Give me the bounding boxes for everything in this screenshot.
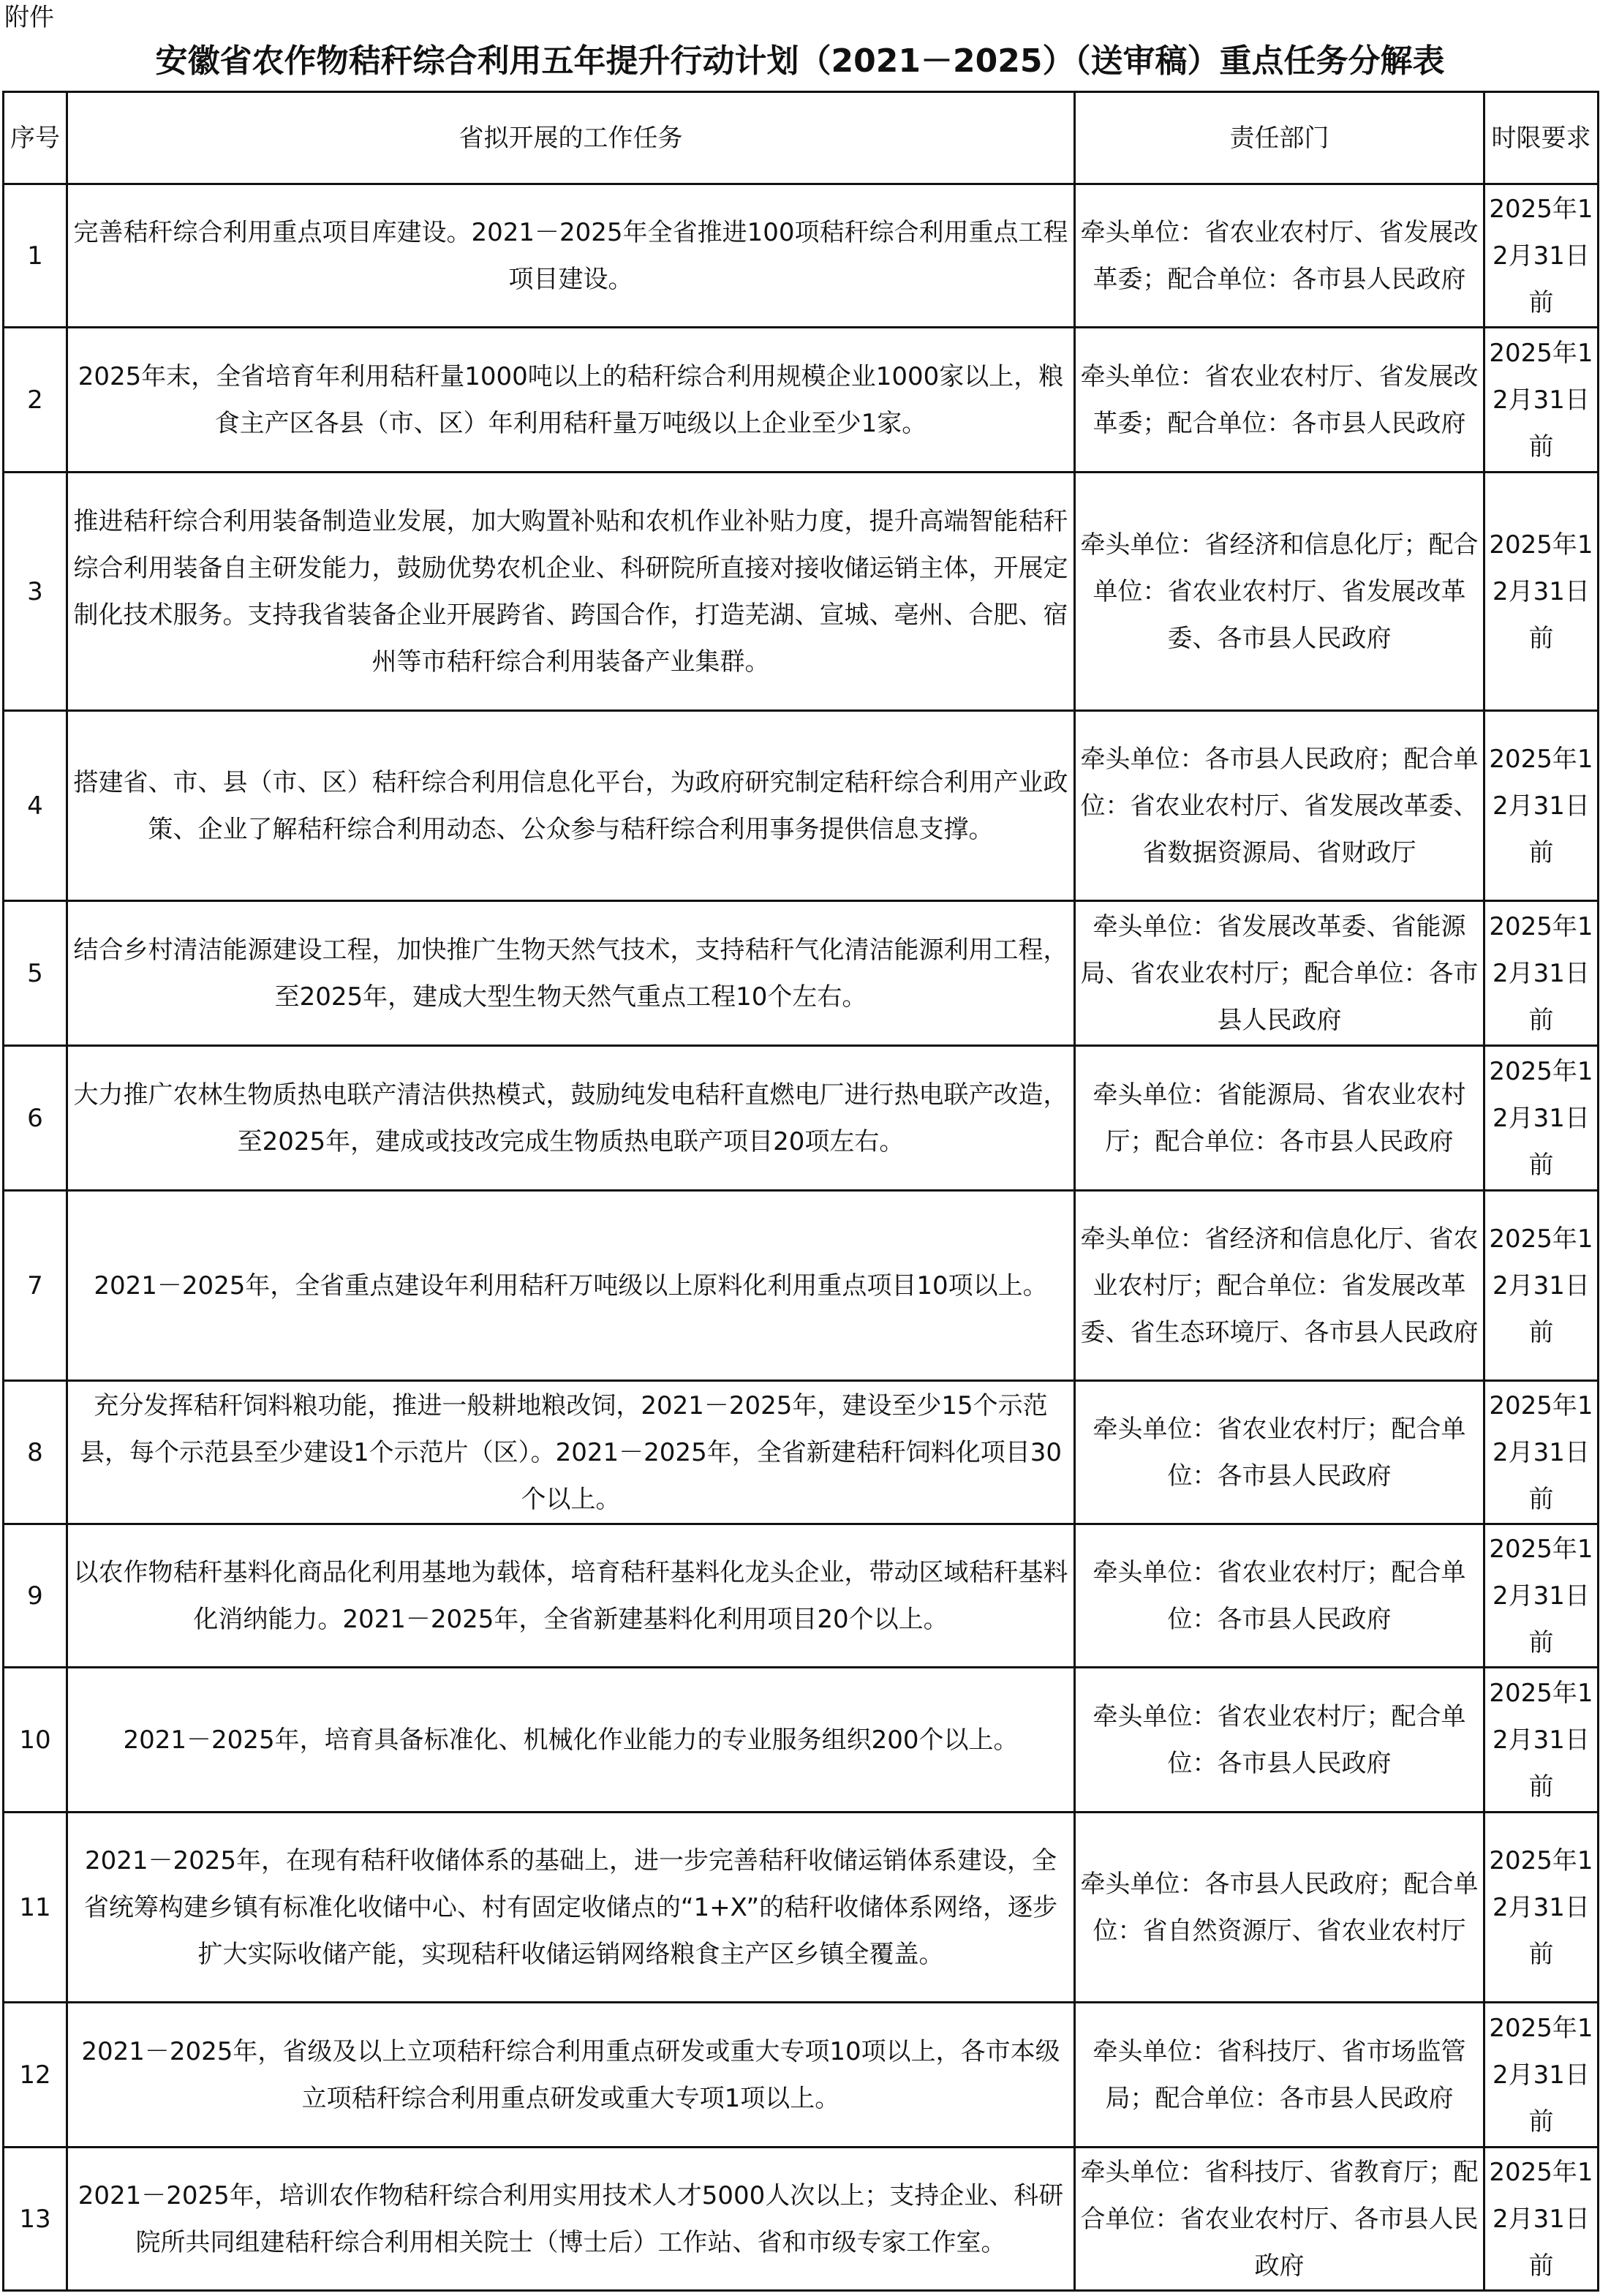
row-task: 充分发挥秸秆饲料粮功能，推进一般耕地粮改饲，2021－2025年，建设至少15个示范县，每个示范县至少建设1个示范片（区）。2021－2025年，全省新建秸秆饲料化项目30个以上。 [67, 1381, 1075, 1524]
row-index: 12 [4, 2003, 67, 2148]
row-deadline: 2025年12月31日前 [1484, 1668, 1599, 1813]
table-row [4, 1191, 1599, 1381]
row-task: 结合乡村清洁能源建设工程，加快推广生物天然气技术，支持秸秆气化清洁能源利用工程，至2025年，建成大型生物天然气重点工程10个左右。 [67, 901, 1075, 1046]
row-task: 推进秸秆综合利用装备制造业发展，加大购置补贴和农机作业补贴力度，提升高端智能秸秆综合利用装备自主研发能力，鼓励优势农机企业、科研院所直接对接收储运销主体，开展定制化技术服务。支持我省装备企业开展跨省、跨国合作，打造芜湖、宣城、亳州、合肥、宿州等市秸秆综合利用装备产业集群。 [67, 473, 1075, 711]
table-row [4, 1524, 1599, 1668]
row-index: 13 [4, 2148, 67, 2291]
table-row [4, 1668, 1599, 1813]
row-task: 2021－2025年，省级及以上立项秸秆综合利用重点研发或重大专项10项以上，各市本级立项秸秆综合利用重点研发或重大专项1项以上。 [67, 2003, 1075, 2148]
row-deadline: 2025年12月31日前 [1484, 1191, 1599, 1381]
row-deadline: 2025年12月31日前 [1484, 184, 1599, 328]
table-header-row [4, 92, 1599, 184]
row-task: 完善秸秆综合利用重点项目库建设。2021－2025年全省推进100项秸秆综合利用重点工程项目建设。 [67, 184, 1075, 328]
document-title: 安徽省农作物秸秆综合利用五年提升行动计划（2021－2025）（送审稿）重点任务分解表 [155, 42, 1445, 80]
row-index: 11 [4, 1813, 67, 2003]
header-department: 责任部门 [1075, 92, 1484, 184]
row-task: 2021－2025年，培育具备标准化、机械化作业能力的专业服务组织200个以上。 [67, 1668, 1075, 1813]
table-row [4, 1381, 1599, 1524]
row-department: 牵头单位：省发展改革委、省能源局、省农业农村厅；配合单位：各市县人民政府 [1075, 901, 1484, 1046]
row-task: 2021－2025年，在现有秸秆收储体系的基础上，进一步完善秸秆收储运销体系建设，全省统筹构建乡镇有标准化收储中心、村有固定收储点的“1+X”的秸秆收储体系网络，逐步扩大实际收储产能，实现秸秆收储运销网络粮食主产区乡镇全覆盖。 [67, 1813, 1075, 2003]
row-deadline: 2025年12月31日前 [1484, 1046, 1599, 1191]
row-department: 牵头单位：省能源局、省农业农村厅；配合单位：各市县人民政府 [1075, 1046, 1484, 1191]
row-deadline: 2025年12月31日前 [1484, 901, 1599, 1046]
row-deadline: 2025年12月31日前 [1484, 473, 1599, 711]
row-deadline: 2025年12月31日前 [1484, 328, 1599, 473]
row-index: 8 [4, 1381, 67, 1524]
table-row [4, 901, 1599, 1046]
row-department: 牵头单位：省经济和信息化厅、省农业农村厅；配合单位：省发展改革委、省生态环境厅、各市县人民政府 [1075, 1191, 1484, 1381]
row-department: 牵头单位：省经济和信息化厅；配合单位：省农业农村厅、省发展改革委、各市县人民政府 [1075, 473, 1484, 711]
header-index: 序号 [4, 92, 67, 184]
table-row [4, 1813, 1599, 2003]
row-department: 牵头单位：省科技厅、省市场监管局；配合单位：各市县人民政府 [1075, 2003, 1484, 2148]
row-department: 牵头单位：省农业农村厅；配合单位：各市县人民政府 [1075, 1524, 1484, 1668]
row-department: 牵头单位：省农业农村厅、省发展改革委；配合单位：各市县人民政府 [1075, 184, 1484, 328]
row-department: 牵头单位：各市县人民政府；配合单位：省自然资源厅、省农业农村厅 [1075, 1813, 1484, 2003]
row-index: 4 [4, 711, 67, 901]
row-deadline: 2025年12月31日前 [1484, 1524, 1599, 1668]
row-task: 2021－2025年，培训农作物秸秆综合利用实用技术人才5000人次以上；支持企业、科研院所共同组建秸秆综合利用相关院士（博士后）工作站、省和市级专家工作室。 [67, 2148, 1075, 2291]
row-index: 6 [4, 1046, 67, 1191]
row-department: 牵头单位：省农业农村厅；配合单位：各市县人民政府 [1075, 1668, 1484, 1813]
table-row [4, 328, 1599, 473]
row-department: 牵头单位：省农业农村厅、省发展改革委；配合单位：各市县人民政府 [1075, 328, 1484, 473]
task-table [2, 91, 1599, 2292]
row-deadline: 2025年12月31日前 [1484, 711, 1599, 901]
row-task: 2021－2025年，全省重点建设年利用秸秆万吨级以上原料化利用重点项目10项以上。 [67, 1191, 1075, 1381]
row-department: 牵头单位：各市县人民政府；配合单位：省农业农村厅、省发展改革委、省数据资源局、省财政厅 [1075, 711, 1484, 901]
row-department: 牵头单位：省科技厅、省教育厅；配合单位：省农业农村厅、各市县人民政府 [1075, 2148, 1484, 2291]
row-index: 10 [4, 1668, 67, 1813]
row-deadline: 2025年12月31日前 [1484, 2148, 1599, 2291]
row-deadline: 2025年12月31日前 [1484, 1813, 1599, 2003]
header-task: 省拟开展的工作任务 [67, 92, 1075, 184]
row-index: 3 [4, 473, 67, 711]
row-deadline: 2025年12月31日前 [1484, 1381, 1599, 1524]
table-row [4, 184, 1599, 328]
row-task: 2025年末，全省培育年利用秸秆量1000吨以上的秸秆综合利用规模企业1000家以上，粮食主产区各县（市、区）年利用秸秆量万吨级以上企业至少1家。 [67, 328, 1075, 473]
row-department: 牵头单位：省农业农村厅；配合单位：各市县人民政府 [1075, 1381, 1484, 1524]
row-index: 9 [4, 1524, 67, 1668]
table-row [4, 2003, 1599, 2148]
row-index: 7 [4, 1191, 67, 1381]
row-index: 2 [4, 328, 67, 473]
row-index: 1 [4, 184, 67, 328]
row-task: 搭建省、市、县（市、区）秸秆综合利用信息化平台，为政府研究制定秸秆综合利用产业政策、企业了解秸秆综合利用动态、公众参与秸秆综合利用事务提供信息支撑。 [67, 711, 1075, 901]
table-row [4, 1046, 1599, 1191]
attachment-label: 附件 [4, 3, 54, 32]
row-deadline: 2025年12月31日前 [1484, 2003, 1599, 2148]
row-index: 5 [4, 901, 67, 1046]
table-row [4, 473, 1599, 711]
row-task: 以农作物秸秆基料化商品化利用基地为载体，培育秸秆基料化龙头企业，带动区域秸秆基料化消纳能力。2021－2025年，全省新建基料化利用项目20个以上。 [67, 1524, 1075, 1668]
header-deadline: 时限要求 [1484, 92, 1599, 184]
table-row [4, 711, 1599, 901]
table-row [4, 2148, 1599, 2291]
row-task: 大力推广农林生物质热电联产清洁供热模式，鼓励纯发电秸秆直燃电厂进行热电联产改造，至2025年，建成或技改完成生物质热电联产项目20项左右。 [67, 1046, 1075, 1191]
